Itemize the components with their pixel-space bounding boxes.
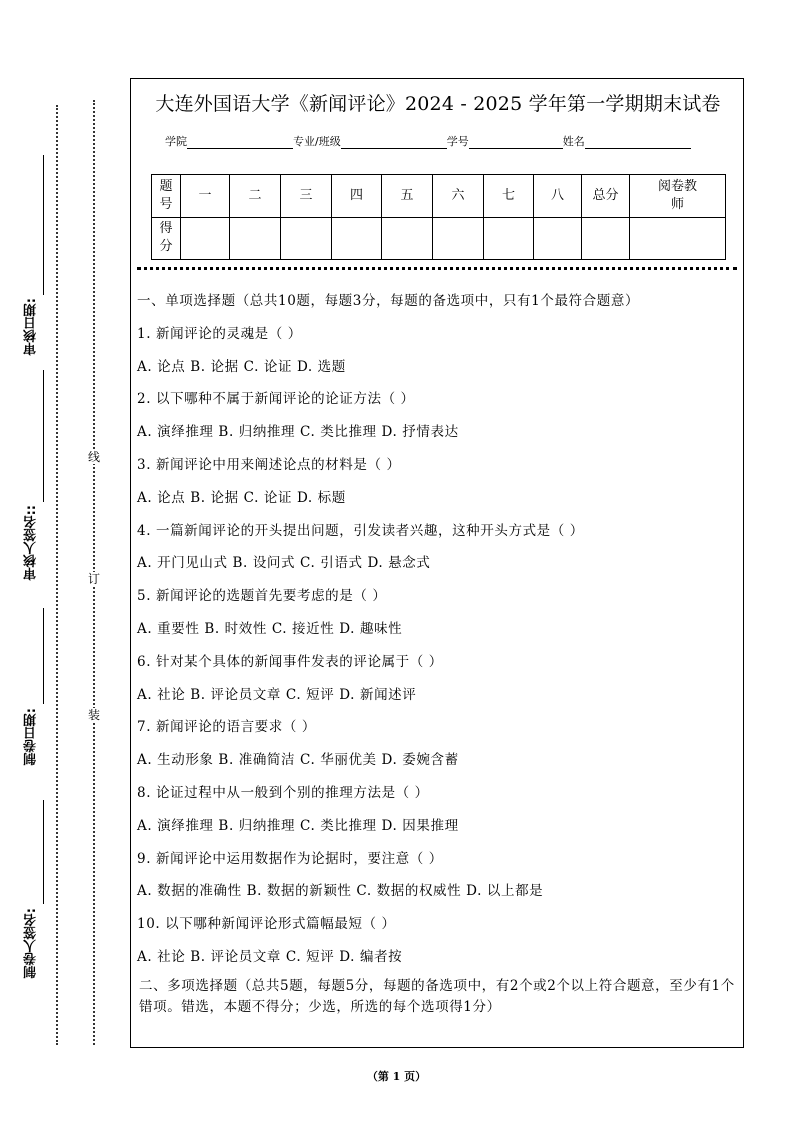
maker-sign-line[interactable] <box>43 800 44 904</box>
reviewer-sign-label: 审核人签名:: <box>24 505 39 581</box>
review-date-line[interactable] <box>43 155 44 295</box>
question-2: 2. 以下哪种不属于新闻评论的论证方法（ ） <box>137 391 415 408</box>
binding-char-line: 线 <box>87 450 100 464</box>
section1-heading: 一、单项选择题（总共10题，每题3分，每题的备选项中，只有1个最符合题意） <box>137 293 640 309</box>
outer-dotted-line <box>56 105 58 1045</box>
score-table <box>151 174 726 260</box>
question-3: 3. 新闻评论中用来阐述论点的材料是（ ） <box>137 456 401 473</box>
question-5: 5. 新闻评论的选题首先要考虑的是（ ） <box>137 588 387 605</box>
question-6: 6. 针对某个具体的新闻事件发表的评论属于（ ） <box>137 653 443 670</box>
maker-sign-label: 制卷人签名: <box>24 908 39 979</box>
col-header: 三 <box>281 175 332 218</box>
reviewer-sign-line[interactable] <box>43 370 44 502</box>
row-label-question-number: 题号 <box>152 175 181 218</box>
col-header: 一 <box>181 175 230 218</box>
question-10: 10. 以下哪种新闻评论形式篇幅最短（ ） <box>137 916 396 933</box>
page-number: （第 1 页） <box>366 1070 427 1083</box>
make-date-label: 制卷日期: <box>24 708 39 766</box>
score-cell[interactable] <box>230 217 281 260</box>
col-header-total: 总分 <box>582 175 630 218</box>
score-cell[interactable] <box>382 217 433 260</box>
options-9: A. 数据的准确性 B. 数据的新颖性 C. 数据的权威性 D. 以上都是 <box>137 883 544 900</box>
col-header: 二 <box>230 175 281 218</box>
col-header: 八 <box>534 175 582 218</box>
binding-char-order: 订 <box>87 572 100 586</box>
make-date-line[interactable] <box>43 608 44 704</box>
binding-char-fold: 装 <box>87 708 100 722</box>
exam-frame <box>130 78 744 1048</box>
col-header: 六 <box>433 175 484 218</box>
options-6: A. 社论 B. 评论员文章 C. 短评 D. 新闻述评 <box>137 686 417 703</box>
col-header: 七 <box>484 175 534 218</box>
question-4: 4. 一篇新闻评论的开头提出问题，引发读者兴趣，这种开头方式是（ ） <box>137 522 584 539</box>
options-5: A. 重要性 B. 时效性 C. 接近性 D. 趣味性 <box>137 620 403 637</box>
section2-heading: 二、多项选择题（总共5题，每题5分，每题的备选项中，有2个或2个以上符合题意，至少有1个错项。错选，本题不得分；少选，所选的每个选项得1分） <box>139 977 735 1015</box>
options-10: A. 社论 B. 评论员文章 C. 短评 D. 编者按 <box>137 948 403 965</box>
student-id-field[interactable] <box>469 136 563 149</box>
question-9: 9. 新闻评论中运用数据作为论据时，要注意（ ） <box>137 850 443 867</box>
col-header: 五 <box>382 175 433 218</box>
score-row <box>152 217 726 260</box>
student-info-row <box>165 133 691 149</box>
score-cell[interactable] <box>181 217 230 260</box>
score-cell[interactable] <box>281 217 332 260</box>
options-1: A. 论点 B. 论据 C. 论证 D. 选题 <box>137 358 346 375</box>
exam-content <box>137 291 741 1018</box>
dotted-separator <box>137 267 737 270</box>
major-field[interactable] <box>341 136 447 149</box>
options-3: A. 论点 B. 论据 C. 论证 D. 标题 <box>137 489 346 506</box>
exam-title: 大连外国语大学《新闻评论》2024 - 2025 学年第一学期期末试卷 <box>155 93 721 115</box>
row-label-score: 得分 <box>152 217 181 260</box>
college-label: 学院 <box>165 135 187 148</box>
student-id-label: 学号 <box>446 135 469 148</box>
name-field[interactable] <box>585 136 691 149</box>
score-cell[interactable] <box>534 217 582 260</box>
score-cell-grader[interactable] <box>630 217 726 260</box>
options-8: A. 演绎推理 B. 归纳推理 C. 类比推理 D. 因果推理 <box>137 817 459 834</box>
score-cell[interactable] <box>433 217 484 260</box>
options-4: A. 开门见山式 B. 设问式 C. 引语式 D. 悬念式 <box>137 555 431 572</box>
score-cell-total[interactable] <box>582 217 630 260</box>
name-label: 姓名 <box>562 135 585 148</box>
score-cell[interactable] <box>484 217 534 260</box>
question-7: 7. 新闻评论的语言要求（ ） <box>137 719 316 736</box>
col-header: 四 <box>332 175 382 218</box>
college-field[interactable] <box>187 136 293 149</box>
review-date-label: 审核日期: <box>24 298 39 356</box>
score-cell[interactable] <box>332 217 382 260</box>
question-number-row <box>152 175 726 218</box>
question-1: 1. 新闻评论的灵魂是（ ） <box>137 325 302 342</box>
col-header-grader: 阅卷教师 <box>630 175 726 218</box>
options-7: A. 生动形象 B. 准确简洁 C. 华丽优美 D. 委婉含蓄 <box>137 752 459 769</box>
question-8: 8. 论证过程中从一般到个别的推理方法是（ ） <box>137 784 429 801</box>
options-2: A. 演绎推理 B. 归纳推理 C. 类比推理 D. 抒情表达 <box>137 424 459 441</box>
major-label: 专业/班级 <box>293 135 341 148</box>
